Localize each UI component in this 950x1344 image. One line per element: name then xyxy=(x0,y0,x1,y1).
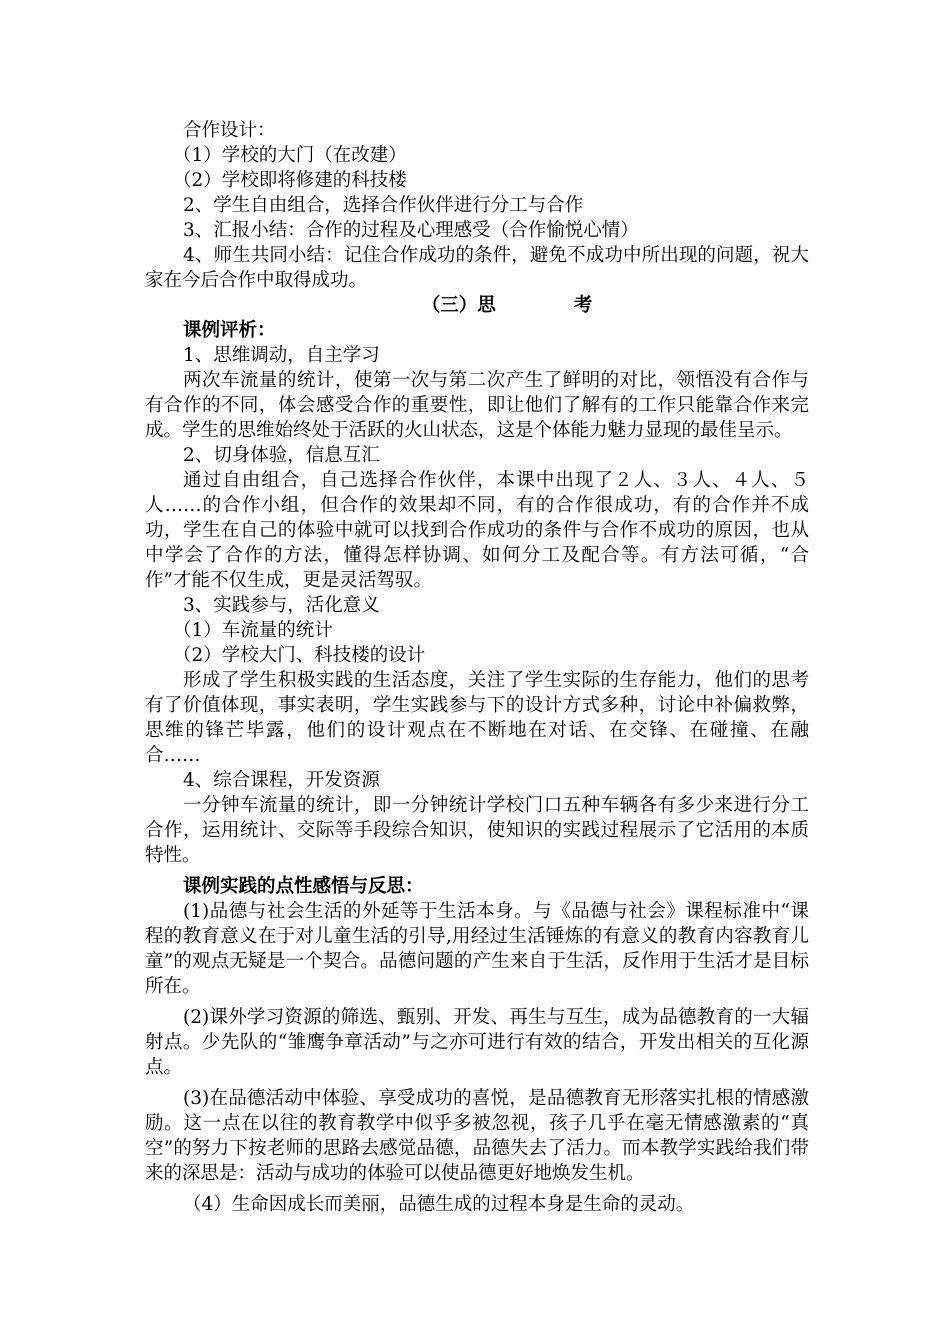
list-item-school-gate: （1）学校的大门（在改建） xyxy=(173,145,407,166)
section-heading-left: （三）思 xyxy=(421,295,496,316)
review-item-1-text: 两次车流量的统计，使第一次与第二次产生了鲜明的对比，领悟没有合作与有合作的不同，体会感受合作的重要性，即让他们了解有的工作只能靠合作来完成。学生的思维始终处于活跃的火山状态，这是个体能力魅力显现的最佳呈示。 xyxy=(145,370,809,441)
review-item-3-sub-2: （2）学校大门、科技楼的设计 xyxy=(173,645,426,666)
paragraph-step-4: 4、师生共同小结：记住合作成功的条件，避免不成功中所出现的问题，祝大家在今后合作中取得成功。 xyxy=(145,245,809,291)
paragraph-step-3: 3、汇报小结：合作的过程及心理感受（合作愉悦心情） xyxy=(183,220,639,241)
section-heading xyxy=(145,293,809,318)
reflection-paragraph-2: (2)课外学习资源的筛选、甄别、开发、再生与互生，成为品德教育的一大辐射点。少先队的“雏鹰争章活动”与之亦可进行有效的结合，开发出相关的互化源点。 xyxy=(145,1007,809,1078)
reflection-paragraph-1: (1)品德与社会生活的外延等于生活本身。与《品德与社会》课程标准中“课程的教育意义在于对儿童生活的引导,用经过生活锤炼的有意义的教育内容教育儿童”的观点无疑是一个契合。品德问题的产生来自于生活，反作用于生活才是目标所在。 xyxy=(145,901,809,997)
review-item-1-title: 1、思维调动，自主学习 xyxy=(183,345,380,366)
review-item-3-title: 3、实践参与，活化意义 xyxy=(183,595,380,616)
review-item-2-title: 2、切身体验，信息互汇 xyxy=(183,445,380,466)
list-item-science-building: （2）学校即将修建的科技楼 xyxy=(173,170,407,191)
review-item-3-sub-1: （1）车流量的统计 xyxy=(173,620,333,641)
paragraph-step-2: 2、学生自由组合，选择合作伙伴进行分工与合作 xyxy=(183,195,584,216)
review-item-3-text: 形成了学生积极实践的生活态度，关注了学生实际的生存能力，他们的思考有了价值体现，事实表明，学生实践参与下的设计方式多种，讨论中补偏救弊，思维的锋芒毕露，他们的设计观点在不断地在对话、在交锋、在碰撞、在融合…… xyxy=(145,670,809,766)
document-body xyxy=(145,118,809,1217)
paragraph-cooperation-design: 合作设计： xyxy=(183,120,276,141)
reflection-paragraph-4: （4）生命因成长而美丽，品德生成的过程本身是生命的灵动。 xyxy=(183,1194,695,1215)
reflection-paragraph-3: (3)在品德活动中体验、享受成功的喜悦，是品德教育无形落实扎根的情感激励。这一点在以往的教育教学中似乎多被忽视，孩子几乎在毫无情感激素的“真空”的努力下按老师的思路去感觉品德，品德失去了活力。而本教学实践给我们带来的深思是：活动与成功的体验可以使品德更好地焕发生机。 xyxy=(145,1088,809,1184)
section-heading-right: 考 xyxy=(573,295,593,316)
review-item-4-title: 4、综合课程，开发资源 xyxy=(183,770,380,791)
review-item-4-text: 一分钟车流量的统计，即一分钟统计学校门口五种车辆各有多少来进行分工合作，运用统计、交际等手段综合知识，使知识的实践过程展示了它活用的本质特性。 xyxy=(145,795,809,866)
review-title: 课例评析： xyxy=(183,320,276,341)
reflection-title: 课例实践的点性感悟与反思： xyxy=(183,876,424,897)
review-item-2-text: 通过自由组合，自己选择合作伙伴，本课中出现了２人、３人、４人、５人……的合作小组，但合作的效果却不同，有的合作很成功，有的合作并不成功，学生在自己的体验中就可以找到合作成功的条件与合作不成功的原因，也从中学会了合作的方法，懂得怎样协调、如何分工及配合等。有方法可循，“合作”才能不仅生成，更是灵活驾驭。 xyxy=(145,470,809,591)
